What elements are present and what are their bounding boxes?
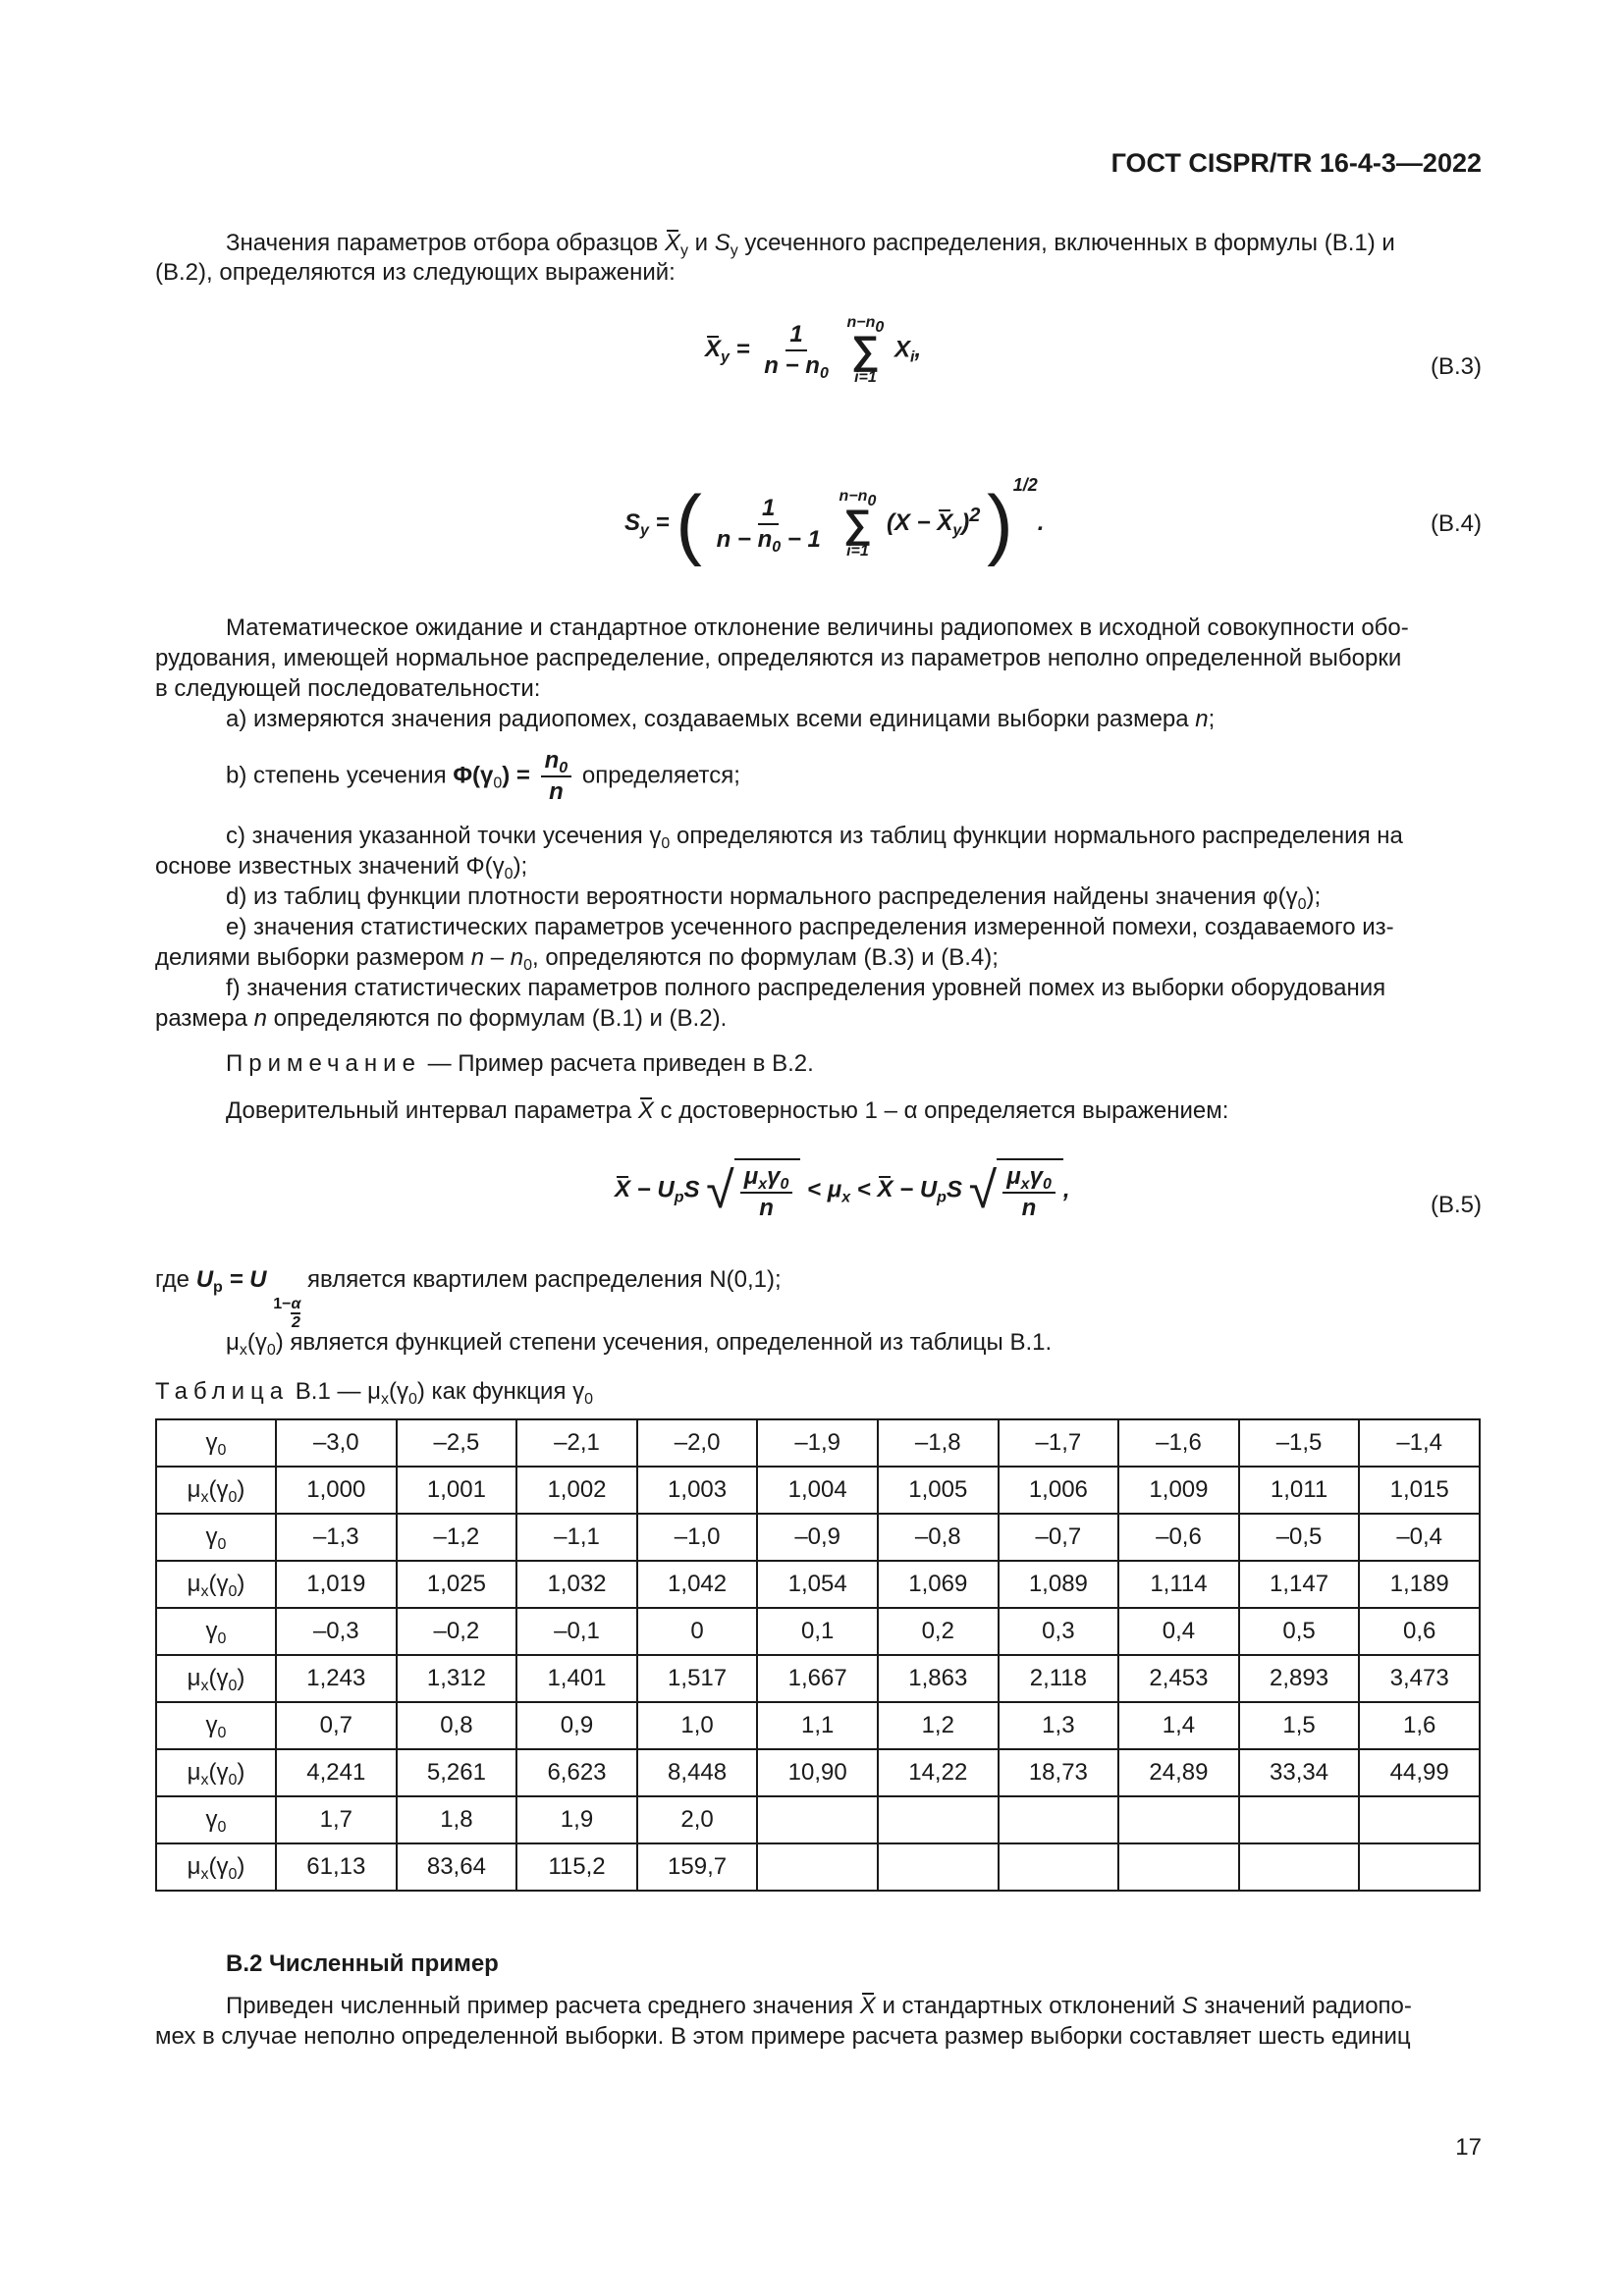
list-item-e-cont: делиями выборки размером n – $n_0$, определяются по формулам (В.3) и (В.4); — [155, 944, 999, 974]
gamma-value-cell: –1,6 — [1118, 1419, 1239, 1467]
list-item-f: f) значения статистических параметров полного распределения уровней помех из выборки оборудования — [226, 975, 1386, 1001]
mu-value-cell: 24,89 — [1118, 1749, 1239, 1796]
gamma-label-cell: $\gamma_0$ — [156, 1702, 276, 1749]
mu-value-cell: 1,243 — [276, 1655, 397, 1702]
gamma-value-cell: 0,4 — [1118, 1608, 1239, 1655]
mu-value-cell: 1,863 — [878, 1655, 999, 1702]
quantile-subscript: 1− — [273, 1296, 292, 1312]
gamma-value-cell: 0,5 — [1239, 1608, 1360, 1655]
mu-label-cell: $\mu_x(\gamma_0)$ — [156, 1467, 276, 1514]
gamma-value-cell: 1,9 — [516, 1796, 637, 1843]
gamma-value-cell: –1,7 — [999, 1419, 1119, 1467]
gamma-value-cell: 0,2 — [878, 1608, 999, 1655]
para2-line-3: в следующей последовательности: — [155, 675, 541, 702]
gamma-value-cell: 1,3 — [999, 1702, 1119, 1749]
gamma-value-cell: 1,6 — [1359, 1702, 1480, 1749]
mu-value-cell: 1,189 — [1359, 1561, 1480, 1608]
mu-value-cell: 2,118 — [999, 1655, 1119, 1702]
gamma-value-cell — [1118, 1796, 1239, 1843]
mu-value-cell: 1,025 — [397, 1561, 517, 1608]
table-row — [156, 1514, 1480, 1561]
mu-value-cell — [999, 1843, 1119, 1891]
gamma-value-cell: 0 — [637, 1608, 758, 1655]
mu-label-cell: $\mu_x(\gamma_0)$ — [156, 1655, 276, 1702]
gamma-value-cell — [1239, 1796, 1360, 1843]
table-row — [156, 1702, 1480, 1749]
gamma-value-cell: –0,9 — [757, 1514, 878, 1561]
mu-value-cell: 2,893 — [1239, 1655, 1360, 1702]
list-item-c: c) значения указанной точки усечения $\gamma_0$ определяются из таблиц функции нормального распределения на — [226, 823, 1403, 852]
gamma-value-cell: –2,5 — [397, 1419, 517, 1467]
intro-line-2: (В.2), определяются из следующих выражений: — [155, 259, 676, 286]
gamma-value-cell: 1,7 — [276, 1796, 397, 1843]
mu-value-cell — [878, 1843, 999, 1891]
mu-value-cell: 5,261 — [397, 1749, 517, 1796]
gamma-value-cell: –1,8 — [878, 1419, 999, 1467]
gamma-value-cell: 2,0 — [637, 1796, 758, 1843]
gamma-value-cell: –0,4 — [1359, 1514, 1480, 1561]
mu-value-cell: 1,312 — [397, 1655, 517, 1702]
mu-value-cell: 10,90 — [757, 1749, 878, 1796]
mu-value-cell: 61,13 — [276, 1843, 397, 1891]
mu-value-cell: 1,011 — [1239, 1467, 1360, 1514]
mu-value-cell — [1118, 1843, 1239, 1891]
mu-description: $\mu_x(\gamma_0)$ является функцией степени усечения, определенной из таблицы В.1. — [226, 1329, 1053, 1359]
gamma-value-cell — [757, 1796, 878, 1843]
mu-value-cell: 2,453 — [1118, 1655, 1239, 1702]
confidence-line: Доверительный интервал параметра X с достоверностью 1 – α определяется выражением: — [226, 1095, 1228, 1127]
mu-value-cell: 3,473 — [1359, 1655, 1480, 1702]
list-item-f-cont: размера n определяются по формулам (В.1) и (В.2). — [155, 1005, 728, 1032]
list-item-e: e) значения статистических параметров усеченного распределения измеренной помехи, создаваемого из- — [226, 914, 1394, 940]
x-bar: X — [665, 228, 680, 259]
mu-value-cell: 14,22 — [878, 1749, 999, 1796]
equation-label-b5: (В.5) — [1430, 1192, 1482, 1218]
gamma-value-cell: 0,3 — [999, 1608, 1119, 1655]
mu-value-cell: 1,000 — [276, 1467, 397, 1514]
fraction: $\frac{1}{n - n_0}$ — [764, 321, 829, 382]
mu-value-cell: 44,99 — [1359, 1749, 1480, 1796]
gamma-value-cell: –1,1 — [516, 1514, 637, 1561]
mu-value-cell: 4,241 — [276, 1749, 397, 1796]
gamma-value-cell — [999, 1796, 1119, 1843]
table-row — [156, 1655, 1480, 1702]
mu-value-cell: 1,069 — [878, 1561, 999, 1608]
gamma-value-cell: –1,5 — [1239, 1419, 1360, 1467]
mu-label-cell: $\mu_x(\gamma_0)$ — [156, 1843, 276, 1891]
gamma-value-cell: –2,1 — [516, 1419, 637, 1467]
mu-value-cell: 1,003 — [637, 1467, 758, 1514]
gamma-value-cell — [1359, 1796, 1480, 1843]
gamma-value-cell — [878, 1796, 999, 1843]
list-item-a: a) измеряются значения радиопомех, создаваемых всеми единицами выборки размера n; — [226, 706, 1216, 732]
intro-line-1: Значения параметров отбора образцов $X_y$ и $S_y$ усеченного распределения, включенных в формулы (В.1) и — [226, 230, 1395, 259]
gamma-label-cell: $\gamma_0$ — [156, 1419, 276, 1467]
list-item-b: b) степень усечения $\Phi(\gamma_0)$ = $\frac{n_0}{n}$ определяется; — [226, 747, 740, 805]
mu-value-cell: 115,2 — [516, 1843, 637, 1891]
list-item-c-cont: основе известных значений $\Phi(\gamma_0)$; — [155, 853, 528, 882]
mu-value-cell: 1,009 — [1118, 1467, 1239, 1514]
gamma-value-cell: –0,8 — [878, 1514, 999, 1561]
table-row — [156, 1561, 1480, 1608]
mu-value-cell — [1359, 1843, 1480, 1891]
mu-value-cell: 1,015 — [1359, 1467, 1480, 1514]
table-row — [156, 1749, 1480, 1796]
gamma-value-cell: 1,5 — [1239, 1702, 1360, 1749]
mu-value-cell: 1,114 — [1118, 1561, 1239, 1608]
gamma-value-cell: –0,3 — [276, 1608, 397, 1655]
equation-label-b4: (В.4) — [1430, 510, 1482, 537]
mu-value-cell: 1,005 — [878, 1467, 999, 1514]
table-row — [156, 1608, 1480, 1655]
list-item-d: d) из таблиц функции плотности вероятности нормального распределения найдены значения $\varphi(\gamma_0)$; — [226, 883, 1322, 913]
table-row — [156, 1843, 1480, 1891]
gamma-value-cell: 0,9 — [516, 1702, 637, 1749]
mu-value-cell: 6,623 — [516, 1749, 637, 1796]
gamma-label-cell: $\gamma_0$ — [156, 1608, 276, 1655]
formula-b5: $X - U_pS$ √ $\frac{\mu_x\gamma_0}{n}$ < $\mu_x < X - U_pS$ √ $\frac{\mu_x\gamma_0}{n}$ , — [615, 1158, 1070, 1223]
sum-symbol: $n-n_0$ ∑ i=1 — [846, 314, 885, 386]
gamma-value-cell: 1,8 — [397, 1796, 517, 1843]
table-row — [156, 1796, 1480, 1843]
mu-value-cell: 1,054 — [757, 1561, 878, 1608]
gamma-value-cell: –0,1 — [516, 1608, 637, 1655]
mu-value-cell: 1,001 — [397, 1467, 517, 1514]
mu-value-cell: 1,401 — [516, 1655, 637, 1702]
mu-value-cell: 1,004 — [757, 1467, 878, 1514]
gamma-value-cell: 0,6 — [1359, 1608, 1480, 1655]
square-root: √ $\frac{\mu_x\gamma_0}{n}$ — [969, 1158, 1063, 1223]
gamma-value-cell: –1,2 — [397, 1514, 517, 1561]
note: Примечание — Пример расчета приведен в В.2. — [226, 1050, 814, 1077]
table-row — [156, 1467, 1480, 1514]
data-table — [155, 1418, 1481, 1892]
mu-value-cell: 83,64 — [397, 1843, 517, 1891]
table-caption: Таблица В.1 — $\mu_x(\gamma_0)$ как функция $\gamma_0$ — [155, 1378, 594, 1408]
mu-value-cell: 1,042 — [637, 1561, 758, 1608]
mu-value-cell: 1,147 — [1239, 1561, 1360, 1608]
mu-value-cell: 18,73 — [999, 1749, 1119, 1796]
mu-value-cell: 33,34 — [1239, 1749, 1360, 1796]
mu-value-cell — [1239, 1843, 1360, 1891]
mu-label-cell: $\mu_x(\gamma_0)$ — [156, 1561, 276, 1608]
formula-b3: $X_y$ = $\frac{1}{n - n_0}$ $n-n_0$ ∑ i=1 $X_i$, — [705, 314, 922, 386]
page-number: 17 — [1455, 2134, 1482, 2161]
mu-value-cell: 1,002 — [516, 1467, 637, 1514]
mu-value-cell: 1,006 — [999, 1467, 1119, 1514]
mu-value-cell: 1,667 — [757, 1655, 878, 1702]
gamma-value-cell: –0,5 — [1239, 1514, 1360, 1561]
mu-value-cell: 1,019 — [276, 1561, 397, 1608]
gamma-label-cell: $\gamma_0$ — [156, 1796, 276, 1843]
example-line-2: мех в случае неполно определенной выборки. В этом примере расчета размер выборки составляет шесть единиц — [155, 2023, 1411, 2050]
gamma-value-cell: –1,3 — [276, 1514, 397, 1561]
table-row — [156, 1419, 1480, 1467]
gamma-value-cell: 0,1 — [757, 1608, 878, 1655]
gamma-value-cell: 1,1 — [757, 1702, 878, 1749]
gamma-value-cell: –0,2 — [397, 1608, 517, 1655]
sum-symbol: $n-n_0$ ∑ i=1 — [839, 487, 877, 560]
formula-b4: $S_y$ = ( $\frac{1}{n - n_0 - 1}$ $n-n_0$ ∑ i=1 $(X - X_y)^2$ )$^{1/2}$. — [624, 475, 1045, 567]
mu-label-cell: $\mu_x(\gamma_0)$ — [156, 1749, 276, 1796]
document-number: ГОСТ CISPR/TR 16-4-3—2022 — [1110, 148, 1482, 178]
mu-value-cell: 8,448 — [637, 1749, 758, 1796]
gamma-value-cell: –0,7 — [999, 1514, 1119, 1561]
para2-line-2: рудования, имеющей нормальное распределение, определяются из параметров неполно определенной выборки — [155, 645, 1402, 671]
section-title: В.2 Численный пример — [226, 1950, 499, 1977]
where-line: где $U_p = U$ 1− $\frac{\alpha}{2}$ является квартилем распределения N(0,1); — [155, 1266, 782, 1331]
gamma-value-cell: 1,0 — [637, 1702, 758, 1749]
mu-value-cell — [757, 1843, 878, 1891]
gamma-value-cell: –0,6 — [1118, 1514, 1239, 1561]
gamma-label-cell: $\gamma_0$ — [156, 1514, 276, 1561]
mu-value-cell: 159,7 — [637, 1843, 758, 1891]
gamma-value-cell: 1,2 — [878, 1702, 999, 1749]
mu-value-cell: 1,032 — [516, 1561, 637, 1608]
equation-label-b3: (В.3) — [1430, 353, 1482, 380]
gamma-value-cell: 0,7 — [276, 1702, 397, 1749]
gamma-value-cell: 1,4 — [1118, 1702, 1239, 1749]
mu-value-cell: 1,517 — [637, 1655, 758, 1702]
gamma-value-cell: 0,8 — [397, 1702, 517, 1749]
mu-value-cell: 1,089 — [999, 1561, 1119, 1608]
gamma-value-cell: –3,0 — [276, 1419, 397, 1467]
gamma-value-cell: –1,4 — [1359, 1419, 1480, 1467]
gamma-value-cell: –2,0 — [637, 1419, 758, 1467]
gamma-value-cell: –1,0 — [637, 1514, 758, 1561]
example-line-1: Приведен численный пример расчета среднего значения X и стандартных отклонений S значений радиопо- — [226, 1991, 1412, 2022]
square-root: √ $\frac{\mu_x\gamma_0}{n}$ — [706, 1158, 800, 1223]
table-body — [156, 1419, 1480, 1891]
para2-line-1: Математическое ожидание и стандартное отклонение величины радиопомех в исходной совокупности обо- — [226, 614, 1409, 641]
gamma-value-cell: –1,9 — [757, 1419, 878, 1467]
